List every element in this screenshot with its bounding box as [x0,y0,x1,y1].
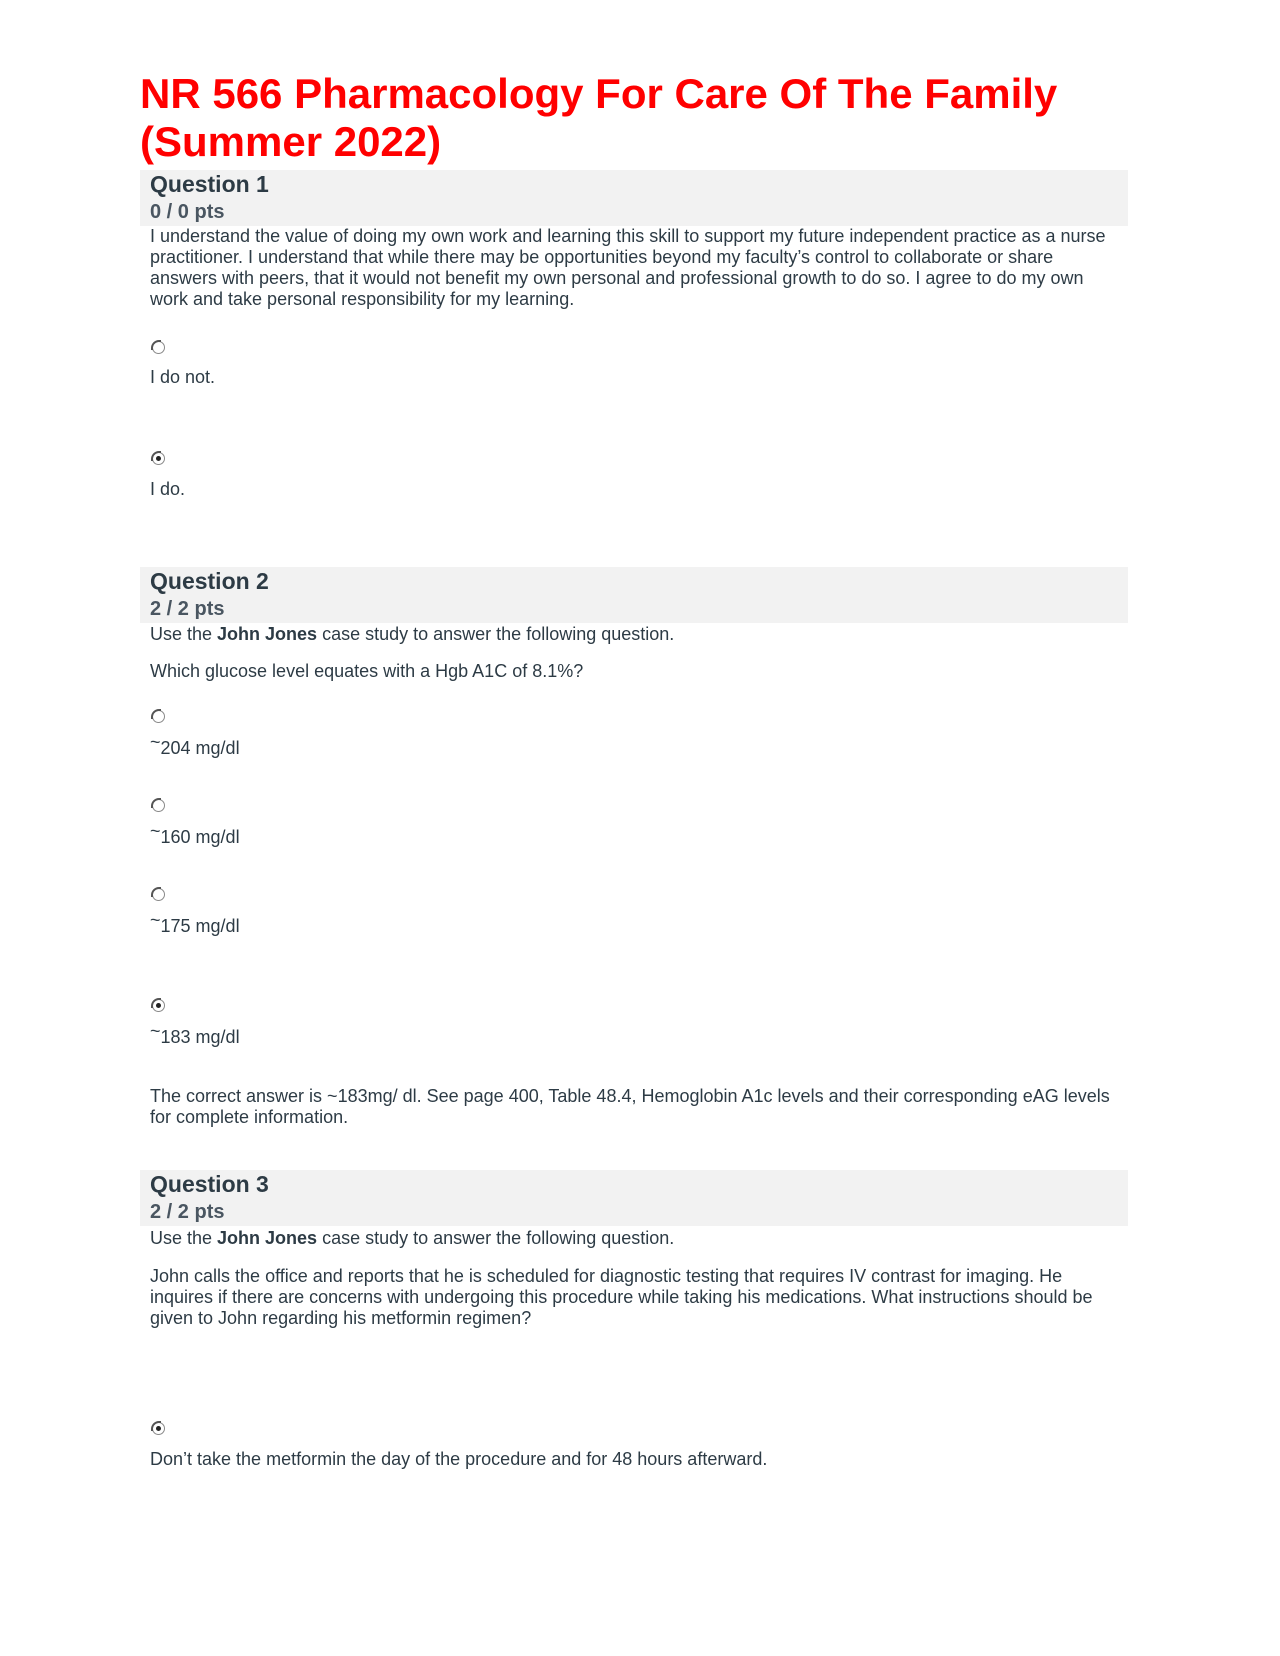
question-2-intro-suffix: case study to answer the following question. [317,624,675,644]
question-1-header [140,170,1128,226]
question-1-answer-2-radio[interactable] [152,452,165,465]
question-2-answer-1-label[interactable] [150,732,240,759]
tilde-glyph: ~ [150,732,161,752]
question-3-intro-prefix: Use the [150,1228,218,1248]
question-3-intro [150,1228,1120,1249]
question-1-points: 0 / 0 pts [150,201,225,223]
question-1-answer-2-label[interactable]: I do. [150,479,186,499]
answer-value: 160 mg/dl [160,827,240,847]
question-2-feedback: The correct answer is ~183mg/ dl. See page 400, Table 48.4, Hemoglobin A1c levels and their corresponding eAG levels for complete information. [150,1086,1110,1127]
question-2-title: Question 2 [150,568,269,594]
tilde-glyph: ~ [150,1021,161,1041]
document-title-line1: NR 566 Pharmacology For Care Of The Family [140,70,1058,117]
question-2-answer-3-radio[interactable] [152,888,165,901]
question-2-answer-2-label[interactable] [150,821,240,848]
answer-value: 175 mg/dl [160,916,240,936]
question-1-text: I understand the value of doing my own work and learning this skill to support my future independent practice as a nurse practitioner. I understand that while there may be opportunities beyond my faculty’s control to collaborate or share answers with peers, that it would not benefit my own personal and professional growth to do so. I agree to do my own work and take personal responsibility for my learning. [150,226,1106,309]
document-title [140,70,1140,166]
document-title-line2: (Summer 2022) [140,118,442,165]
question-2-header [140,567,1128,623]
question-2-answer-1-radio[interactable] [152,710,165,723]
question-3-header [140,1170,1128,1226]
question-2-intro [150,624,1120,645]
question-2-answer-4-label[interactable] [150,1021,240,1048]
tilde-glyph: ~ [150,910,161,930]
question-1-answer-1-radio[interactable] [152,341,165,354]
question-3-title: Question 3 [150,1171,269,1197]
question-1-title: Question 1 [150,171,269,197]
question-3-points: 2 / 2 pts [150,1201,225,1223]
question-1-answer-1-label[interactable]: I do not. [150,367,216,387]
question-2-answer-3-label[interactable] [150,910,240,937]
question-2-text: Which glucose level equates with a Hgb A1C of 8.1%? [150,661,584,681]
question-3-answer-1-radio[interactable] [152,1422,165,1435]
question-3-text: John calls the office and reports that he is scheduled for diagnostic testing that requires IV contrast for imaging. He inquires if there are concerns with undergoing this procedure while taking his medications. What instructions should be given to John regarding his metformin regimen? [150,1266,1093,1328]
question-2-points: 2 / 2 pts [150,598,225,620]
question-2-answer-2-radio[interactable] [152,799,165,812]
question-2-intro-prefix: Use the [150,624,218,644]
answer-value: 183 mg/dl [160,1027,240,1047]
tilde-glyph: ~ [150,821,161,841]
question-3-answer-1-label[interactable]: Don’t take the metformin the day of the procedure and for 48 hours afterward. [150,1449,768,1469]
question-2-case-name: John Jones [217,624,318,644]
answer-value: 204 mg/dl [160,738,240,758]
question-3-case-name: John Jones [217,1228,318,1248]
question-3-intro-suffix: case study to answer the following question. [317,1228,675,1248]
question-2-answer-4-radio[interactable] [152,999,165,1012]
